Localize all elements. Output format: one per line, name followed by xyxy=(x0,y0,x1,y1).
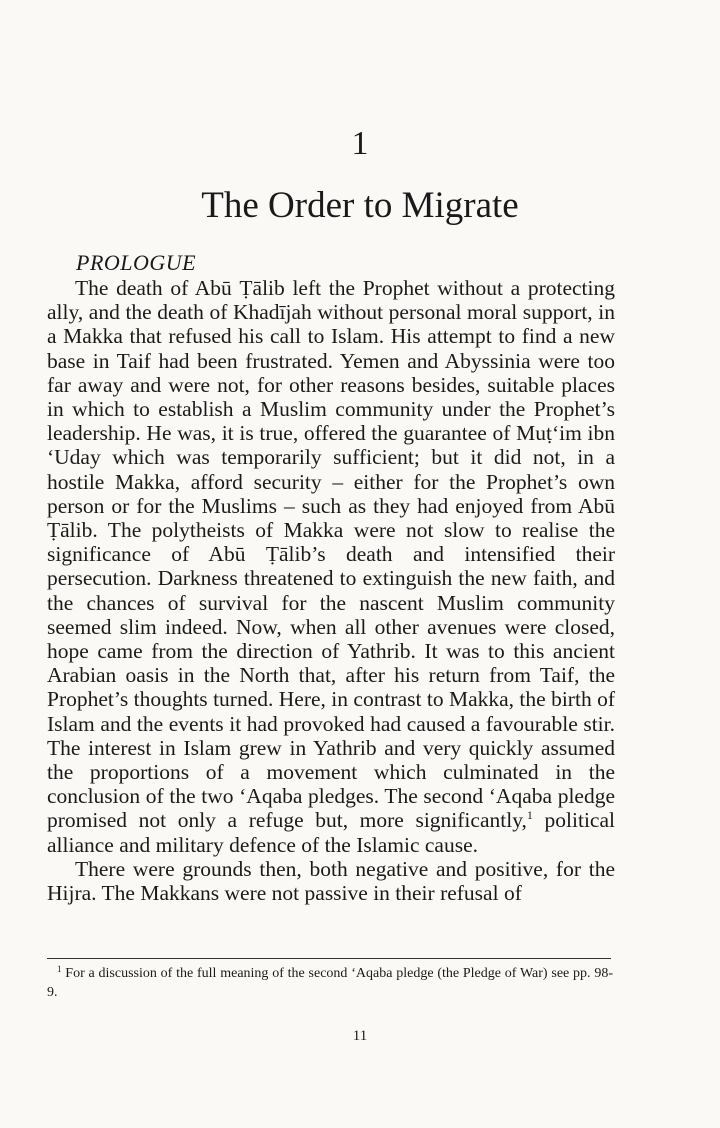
footnote-marker: 1 xyxy=(57,964,62,974)
footnote-divider xyxy=(47,958,611,959)
page-number: 11 xyxy=(352,1028,368,1044)
paragraph-1-text-after-note: political alliance and military defence of the Islamic cause. xyxy=(47,808,615,857)
footnote-text: For a discussion of the full meaning of the second ‘Aqaba pledge (the Pledge of War) see pp. 98-9. xyxy=(47,966,613,1000)
chapter-title: The Order to Migrate xyxy=(201,185,519,226)
paragraph-2: There were grounds then, both negative and positive, for the Hijra. The Makkans were not passive in their refusal of xyxy=(47,856,615,906)
section-heading: PROLOGUE xyxy=(76,250,197,275)
footnote xyxy=(47,964,613,1002)
chapter-number: 1 xyxy=(351,125,369,162)
body-text xyxy=(47,276,615,905)
footnote-reference: 1 xyxy=(526,808,533,823)
paragraph-1-text-before-note: The death of Abū Ṭālib left the Prophet without a protecting ally, and the death of Khadījah without personal moral support, in a Makka that refused his call to Islam. His attempt to find a new base in Taif had been frustrated. Yemen and Abyssinia were too far away and were not, for other reasons besides, suitable places in which to establish a Muslim community under the Prophet’s leadership. He was, it is true, offered the guarantee of Muṭ‘im ibn ‘Uday which was temporarily sufficient; but it did not, in a hostile Makka, afford security – either for the Prophet’s own person or for the Muslims – such as they had enjoyed from Abū Ṭālib. The polytheists of Makka were not slow to realise the significance of Abū Ṭālib’s death and intensified their persecution. Darkness threatened to extinguish the new faith, and the chances of survival for the nascent Muslim community seemed slim indeed. Now, when all other avenues were closed, hope came from the direction of Yathrib. It was to this ancient Arabian oasis in the North that, after his return from Taif, the Prophet’s thoughts turned. Here, in contrast to Makka, the birth of Islam and the events it had provoked had caused a favourable stir. The interest in Islam grew in Yathrib and very quickly assumed the proportions of a movement which culminated in the conclusion of the two ‘Aqaba pledges. The second ‘Aqaba pledge promised not only a refuge but, more significantly, xyxy=(47,276,615,833)
paragraph-1 xyxy=(47,276,615,857)
